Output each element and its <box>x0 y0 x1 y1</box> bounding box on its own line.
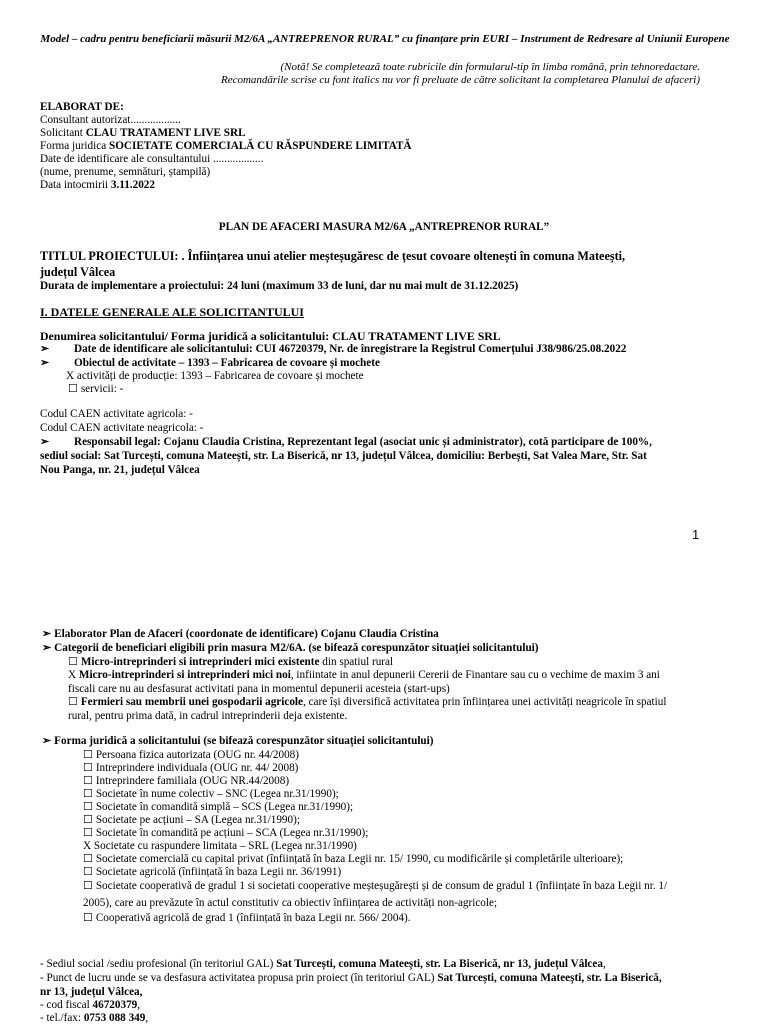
forma-option: ☐ Persoana fizica autorizata (OUG nr. 44/2008) <box>83 749 299 761</box>
forma-option: ☐ Societate comercială cu capital privat (înființată în baza Legii nr. 15/ 1990, cu modificările și completările ulterioare); <box>83 853 624 865</box>
document-note <box>60 61 700 88</box>
categorie-fermieri-line2: rural, pentru prima dată, in cadrul intreprinderii deja existente. <box>68 710 348 722</box>
forma-option: ☐ Societate agricolă (înființată în baza Legii nr. 36/1991) <box>83 866 342 878</box>
punct-value-1: Sat Turcești, comuna Mateești, str. La Biserică, <box>437 972 662 984</box>
punct-label: - Punct de lucru unde se va desfasura activitatea propusa prin proiect (în teritoriul GAL) <box>40 972 438 984</box>
cat1-rest: din spatiul rural <box>319 656 394 668</box>
elaborator-plan <box>42 628 439 642</box>
document-header-title: Model – cadru pentru beneficiarii măsurii M2/6A „ANTREPRENOR RURAL” cu finanțare prin EURI – Instrument de Redresare al Uniunii Europene <box>40 33 730 45</box>
arrow-bullet-icon: ➢ <box>42 628 55 640</box>
forma-juridica-line <box>40 140 412 154</box>
forma-option-continued: 2005), care au prevăzute în actul constitutiv ca obiectiv înființarea de activități non-agricole; <box>83 897 498 909</box>
note-line-2: Recomandările scrise cu font italics nu vor fi preluate de către solicitant la completarea Planului de afaceri) <box>220 74 700 87</box>
project-title-label: TITLUL PROIECTULUI: . <box>40 249 188 263</box>
cod-value: 46720379 <box>92 999 138 1011</box>
section-heading-date-generale: I. DATELE GENERALE ALE SOLICITANTULUI <box>40 305 304 319</box>
project-title-value: Înființarea unui atelier meșteșugăresc de țesut covoare oltenești în comuna Mateești, <box>187 249 626 263</box>
tel-label: - tel./fax: <box>40 1012 84 1024</box>
denumire-label: Denumirea solicitantului/ Forma juridică a solicitantului: <box>40 329 333 343</box>
cod-fiscal: - cod fiscal 46720379, <box>40 999 141 1011</box>
plan-title: PLAN DE AFACERI MASURA M2/6A „ANTREPRENOR RURAL” <box>218 221 550 233</box>
durata-implementare: Durata de implementare a proiectului: 24 luni (maximum 33 de luni, dar nu mai mult de 31.12.2025) <box>40 280 519 292</box>
categorii-text: Categorii de beneficiari eligibili prin masura M2/6A. (se bifează corespunzător situației solicitantului) <box>54 642 539 654</box>
tel-value: 0753 088 349 <box>83 1012 146 1024</box>
checkbox-empty-icon: ☐ <box>68 696 81 708</box>
responsabil-legal-line1 <box>40 436 652 450</box>
cat3-rest: , care își diversifică activitatea prin înființarea unei activități neagricole în spatiul <box>303 696 667 708</box>
date-identificare-consultant: Date de identificare ale consultantului .................. <box>40 153 264 165</box>
punct-value-2-text: nr 13, județul Vâlcea <box>40 986 140 998</box>
denumire-line <box>40 329 501 343</box>
page-number: 1 <box>692 527 700 542</box>
solicitant-label: Solicitant <box>40 127 86 139</box>
project-title-line2: județul Vâlcea <box>40 265 116 279</box>
responsabil-legal-line2: sediul social: Sat Turcești, comuna Mateești, str. La Biserică, nr 13, județul Vâlcea, domiciliu: Berbești, Sat Valea Mare, Str. Sat <box>40 450 647 462</box>
servicii-checkbox: ☐ servicii: - <box>68 383 124 395</box>
solicitant-line <box>40 127 246 141</box>
arrow-bullet-icon: ➢ <box>42 735 55 747</box>
cat1-bold: Micro-intreprinderi si intreprinderi mici existente <box>80 656 320 668</box>
categorie-noi <box>68 669 660 683</box>
forma-label: Forma juridica <box>40 140 109 152</box>
categorie-fermieri <box>68 696 666 710</box>
categorie-noi-line2: fiscali care nu au desfasurat activitati pana in momentul depunerii acesteia (start-ups) <box>68 683 450 695</box>
forma-option-selected: X Societate cu raspundere limitata – SRL (Legea nr.31/1990) <box>83 840 357 852</box>
sediu-value: Sat Turcești, comuna Mateești, str. La Biserică, nr 13, județul Vâlcea <box>276 958 603 970</box>
project-title-line <box>40 249 625 264</box>
caen-neagricola: Codul CAEN activitate neagricola: - <box>40 422 204 434</box>
elaborat-heading: ELABORAT DE: <box>40 101 124 113</box>
forma-option: ☐ Societate în comandită simplă – SCS (Legea nr.31/1990); <box>83 801 354 813</box>
caen-agricola: Codul CAEN activitate agricola: - <box>40 408 193 420</box>
denumire-value: CLAU TRATAMENT LIVE SRL <box>332 329 501 343</box>
cat2-rest: , infiintate in anul depunerii Cererii de Finantare sau cu o vechime de maxim 3 ani <box>290 669 660 681</box>
forma-option: ☐ Societate în comandită pe acțiuni – SCA (Legea nr.31/1990); <box>83 827 369 839</box>
elaborator-text: Elaborator Plan de Afaceri (coordonate de identificare) Cojanu Claudia Cristina <box>54 628 439 640</box>
sediu-social: - Sediul social /sediu profesional (în teritoriul GAL) Sat Turcești, comuna Mateești, str. La Biserică, nr 13, județul Vâlcea, <box>40 958 606 970</box>
telefon-fax: - tel./fax: 0753 088 349, <box>40 1012 149 1024</box>
cat2-bold: Micro-intreprinderi si intreprinderi mici noi <box>78 669 291 681</box>
sediu-label: - Sediul social /sediu profesional (în teritoriul GAL) <box>40 958 277 970</box>
categorie-existente <box>68 656 393 670</box>
checkbox-checked-icon: X <box>68 669 79 681</box>
forma-option: ☐ Societate cooperativă de gradul 1 si societati cooperative meșteșugărești și de consum de gradul 1 (înființate în baza Legii nr. 1/ <box>83 880 668 892</box>
checkbox-empty-icon: ☐ <box>68 656 81 668</box>
forma-heading-text: Forma juridică a solicitantului (se bifează corespunzător situației solicitantului) <box>54 735 434 747</box>
solicitant-value: CLAU TRATAMENT LIVE SRL <box>85 127 246 139</box>
activitati-productie: X activități de producție: 1393 – Fabricarea de covoare și mochete <box>66 370 364 382</box>
data-intocmirii-line <box>40 179 155 193</box>
categorii-beneficiari <box>42 642 539 656</box>
punct-de-lucru <box>40 972 662 986</box>
data-value: 3.11.2022 <box>110 179 155 191</box>
arrow-bullet-icon: ➢ <box>40 357 50 369</box>
punct-value-2: nr 13, județul Vâlcea, <box>40 986 143 998</box>
obiect-text: Obiectul de activitate – 1393 – Fabricarea de covoare și mochete <box>74 357 380 369</box>
forma-option: ☐ Intreprindere familiala (OUG NR.44/2008) <box>83 775 290 787</box>
responsabil-legal-line3: Nou Panga, nr. 21, județul Vâlcea <box>40 464 200 476</box>
date-identificare-solicitant <box>40 343 626 357</box>
arrow-bullet-icon: ➢ <box>40 343 50 355</box>
cod-label: - cod fiscal <box>40 999 93 1011</box>
arrow-bullet-icon: ➢ <box>42 642 55 654</box>
forma-option: ☐ Societate pe acțiuni – SA (Legea nr.31/1990); <box>83 814 300 826</box>
forma-option: ☐ Intreprindere individuala (OUG nr. 44/ 2008) <box>83 762 299 774</box>
forma-option: ☐ Societate în nume colectiv – SNC (Legea nr.31/1990); <box>83 788 339 800</box>
forma-option: ☐ Cooperativă agricolă de grad 1 (înființată în baza Legii nr. 566/ 2004). <box>83 912 411 924</box>
data-label: Data intocmirii <box>40 179 111 191</box>
forma-value: SOCIETATE COMERCIALĂ CU RĂSPUNDERE LIMITATĂ <box>108 140 412 152</box>
date-identificare-text: Date de identificare ale solicitantului: CUI 46720379, Nr. de înregistrare la Registrul Comerțului J38/986/25.08.2022 <box>74 343 627 355</box>
nume-prenume-line: (nume, prenume, semnături, ștampilă) <box>40 166 211 178</box>
note-line-1: (Notă! Se completează toate rubricile din formularul-tip în limba română, prin tehnoredactare. <box>280 61 700 73</box>
obiect-activitate <box>40 357 380 371</box>
cat3-bold: Fermieri sau membrii unei gospodarii agricole <box>80 696 303 708</box>
arrow-bullet-icon: ➢ <box>40 436 50 448</box>
consultant-line: Consultant autorizat.................. <box>40 114 181 126</box>
forma-juridica-heading <box>42 735 434 749</box>
responsabil-text-1: Responsabil legal: Cojanu Claudia Cristina, Reprezentant legal (asociat unic și administrator), cotă participare de 100%, <box>74 436 652 448</box>
